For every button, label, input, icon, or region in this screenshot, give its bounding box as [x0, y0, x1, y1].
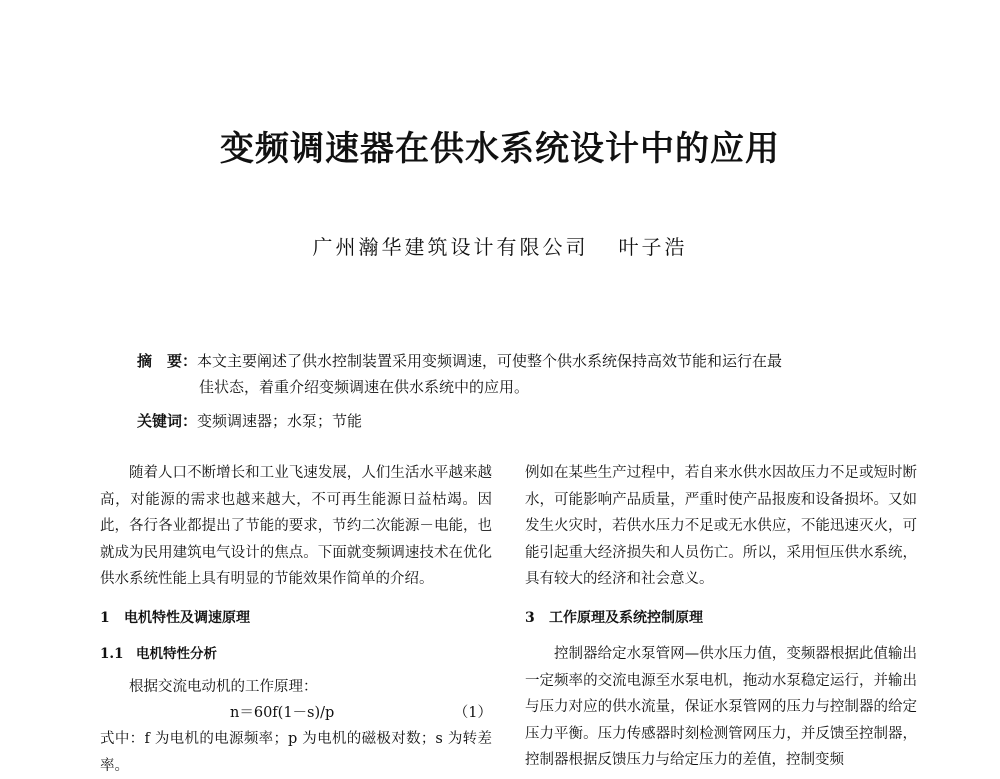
- section-3-number: 3: [525, 609, 535, 626]
- left-column: [100, 460, 492, 779]
- right-column: [525, 460, 917, 774]
- abstract: [137, 348, 897, 400]
- subsection-1-1-number: 1.1: [100, 646, 124, 662]
- working-principle-text: 根据交流电动机的工作原理：: [129, 678, 318, 695]
- abstract-text-line1: 本文主要阐述了供水控制装置采用变频调速，可使整个供水系统保持高效节能和运行在最: [197, 352, 783, 370]
- abstract-label: 摘 要：: [137, 352, 198, 370]
- formula-row: [100, 700, 492, 726]
- author-line: [0, 233, 1000, 261]
- right-paragraph-2: 控制器给定水泵管网—供水压力值，变频器根据此值输出一定频率的交流电源至水泵电机，拖动水泵稳定运行，并输出与压力对应的供水流量，保证水泵管网的压力与控制器的给定压力平衡。压力传感器时刻检测管网压力，并反馈至控制器，控制器根据反馈压力与给定压力的差值，控制变频: [525, 646, 917, 768]
- speed-formula: n＝60f(1－s)/p: [230, 705, 335, 721]
- section-3-title: 工作原理及系统控制原理: [549, 609, 703, 626]
- section-3-heading: [525, 605, 917, 632]
- keywords-text: 变频调速器；水泵；节能: [197, 412, 363, 430]
- right-paragraph-1: 例如在某些生产过程中，若自来水供水因故压力不足或短时断水，可能影响产品质量，严重时使产品报废和设备损坏。又如发生火灾时，若供水压力不足或无水供应，不能迅速灭火，可能引起重大经济损失和人员伤亡。所以，采用恒压供水系统，具有较大的经济和社会意义。: [525, 465, 917, 587]
- subsection-1-1-heading: [100, 641, 492, 668]
- keywords-label: 关键词：: [137, 412, 198, 430]
- section-1-title: 电机特性及调速原理: [124, 609, 250, 626]
- formula-number: （1）: [453, 705, 492, 721]
- formula-explanation: 式中：f 为电机的电源频率；p 为电机的磁极对数；s 为转差率。: [100, 731, 492, 774]
- affiliation: 广州瀚华建筑设计有限公司: [312, 235, 589, 259]
- section-1-heading: [100, 605, 492, 632]
- subsection-1-1-title: 电机特性分析: [136, 646, 217, 662]
- section-1-number: 1: [100, 609, 110, 626]
- paper-title: 变频调速器在供水系统设计中的应用: [220, 129, 780, 169]
- author-name: 叶子浩: [618, 235, 688, 259]
- intro-paragraph: 随着人口不断增长和工业飞速发展，人们生活水平越来越高，对能源的需求也越来越大，不可再生能源日益枯竭。因此，各行各业都提出了节能的要求，节约二次能源－电能，也就成为民用建筑电气设计的焦点。下面就变频调速技术在优化供水系统性能上具有明显的节能效果作简单的介绍。: [100, 465, 492, 587]
- abstract-text-line2: 佳状态，着重介绍变频调速在供水系统中的应用。: [199, 378, 530, 396]
- keywords: [137, 408, 897, 434]
